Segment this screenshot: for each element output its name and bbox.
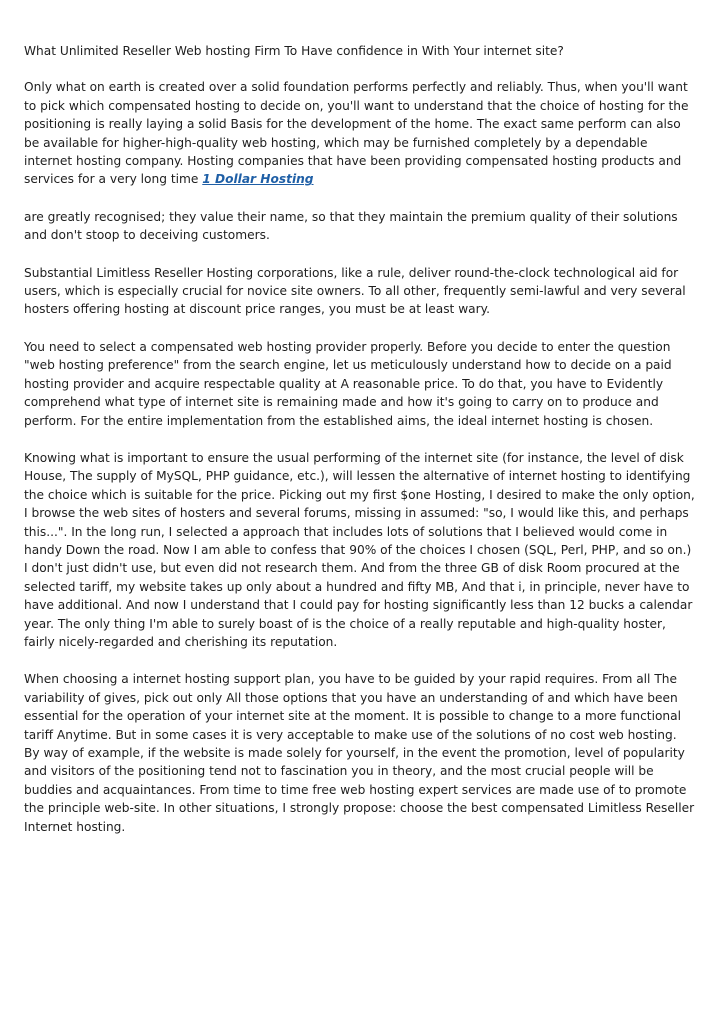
paragraph-6: When choosing a internet hosting support plan, you have to be guided by your rapid requires. From all The variability of gives, pick out only All those options that you have an understanding of and which have been essential for the operation of your internet site at the moment. It is possible to change to a more functional tariff Anytime. But in some cases it is very acceptable to make use of the solutions of no cost web hosting. By way of example, if the website is made solely for yourself, in the event the promotion, level of popularity and visitors of the positioning tend not to fascination you in theory, and the most crucial people will be buddies and acquaintances. From time to time free web hosting expert services are made use of to promote the principle web-site. In other situations, I strongly propose: choose the best compensated Limitless Reseller Internet hosting. [24, 672, 695, 834]
paragraph-2: are greatly recognised; they value their name, so that they maintain the premium quality of their solutions and don't stoop to deceiving customers. [24, 209, 678, 243]
paragraph-3: Substantial Limitless Reseller Hosting corporations, like a rule, deliver round-the-clock technological aid for users, which is especially crucial for novice site owners. To all other, frequently semi-lawful and very several hosters offering hosting at discount price ranges, you must be at least wary. [24, 265, 686, 317]
paragraph-4: You need to select a compensated web hosting provider properly. Before you decide to enter the question "web hosting preference" from the search engine, let us meticulously understand how to decide on a paid hosting provider and acquire respectable quality at A reasonable price. To do that, you have to Evidently comprehend what type of internet site is remaining made and how it's going to carry on to produce and perform. For the entire implementation from the established aims, the ideal internet hosting is chosen. [24, 339, 672, 428]
article-title: What Unlimited Reseller Web hosting Firm To Have confidence in With Your internet site? [24, 44, 564, 58]
dollar-hosting-link[interactable]: 1 Dollar Hosting [202, 172, 314, 187]
paragraph-1 [24, 78, 696, 188]
paragraph-5: Knowing what is important to ensure the usual performing of the internet site (for instance, the level of disk House, The supply of MySQL, PHP guidance, etc.), will lessen the alternative of internet hosting to identifying the choice which is suitable for the price. Picking out my first $one Hosting, I desired to make the only option, I browse the web sites of hosters and several forums, missing in assumed: "so, I would like this, and perhaps this...". In the long run, I selected a approach that includes lots of solutions that I believed would come in handy Down the road. Now I am able to confess that 90% of the choices I chosen (SQL, Perl, PHP, and so on.) I don't just didn't use, but even did not research them. And from the three GB of disk Room procured at the selected tariff, my website takes up only about a hundred and fifty MB, And that i, in principle, never have to have additional. And now I understand that I could pay for hosting significantly less than 12 bucks a calendar year. The only thing I'm able to surely boast of is the choice of a really reputable and high-quality hoster, fairly nicely-regarded and cherishing its reputation. [24, 450, 695, 649]
paragraph-1-text: Only what on earth is created over a solid foundation performs perfectly and reliably. Thus, when you'll want to pick which compensated hosting to decide on, you'll want to understand that the choice of hosting for the positioning is really laying a solid Basis for the development of the home. The exact same perform can also be available for higher-high-quality web hosting, which may be furnished completely by a dependable internet hosting company. Hosting companies that have been providing compensated hosting products and services for a very long time [24, 80, 689, 187]
